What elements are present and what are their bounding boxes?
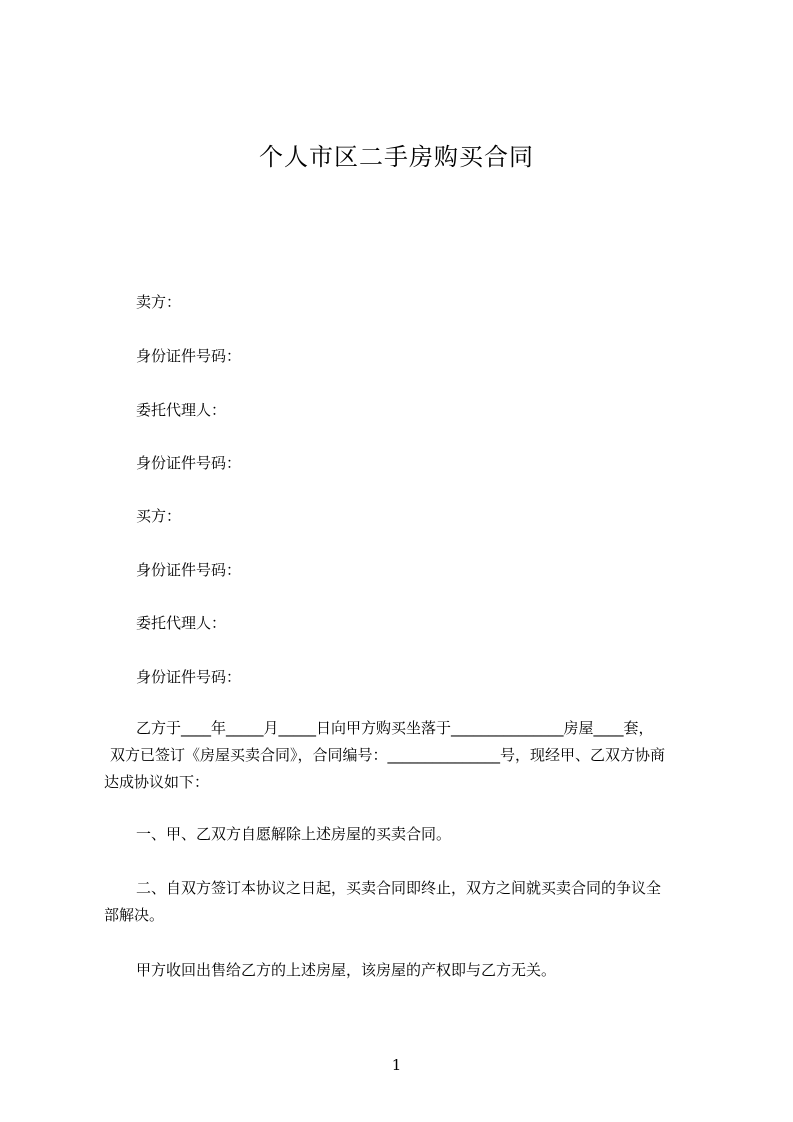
buyer-id-label: 身份证件号码： <box>136 561 242 579</box>
clause-line: 甲方收回出售给乙方的上述房屋，该房屋的产权即与乙方无关。 <box>136 961 557 979</box>
buyer-agent-label: 委托代理人： <box>136 614 227 632</box>
clause-2 <box>104 875 704 929</box>
clause-1 <box>104 821 704 848</box>
clause-3 <box>104 957 704 984</box>
intro-line: 乙方于____年_____月_____日向甲方购买坐落于_______________房屋____套， <box>136 719 654 737</box>
seller-label: 卖方： <box>136 293 182 311</box>
buyer-agent-id-label: 身份证件号码： <box>136 668 242 686</box>
buyer-label: 买方： <box>136 507 182 525</box>
clause-line: 二、自双方签订本协议之日起，买卖合同即终止，双方之间就买卖合同的争议全 <box>136 879 662 897</box>
document-title: 个人市区二手房购买合同 <box>259 143 534 171</box>
intro-line: 达成协议如下： <box>104 773 210 791</box>
clause-line: 部解决。 <box>104 906 165 924</box>
seller-agent-id-label: 身份证件号码： <box>136 454 242 472</box>
seller-id-label: 身份证件号码： <box>136 347 242 365</box>
page-number: 1 <box>391 1056 402 1074</box>
clause-line: 一、甲、乙双方自愿解除上述房屋的买卖合同。 <box>136 825 452 843</box>
seller-agent-label: 委托代理人： <box>136 401 227 419</box>
intro-paragraph <box>104 715 704 796</box>
intro-line: 双方已签订《房屋买卖合同》，合同编号：_______________号，现经甲、乙双方协商 <box>110 746 666 764</box>
